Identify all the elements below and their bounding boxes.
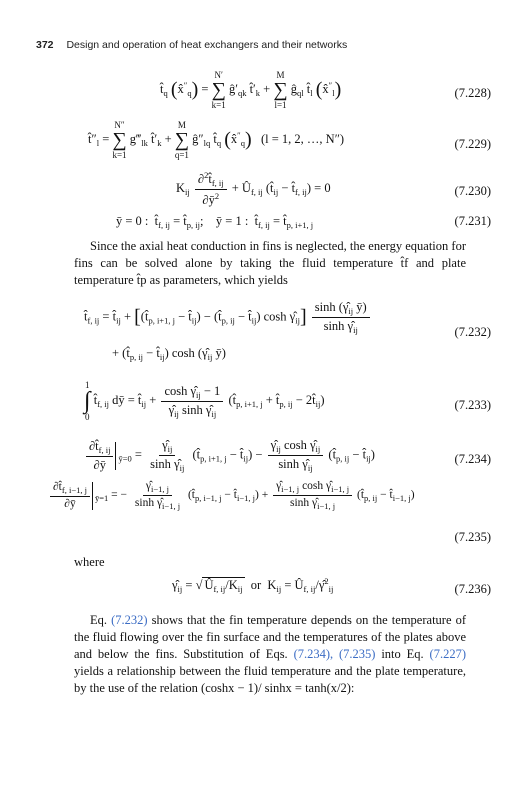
- equation-number: (7.234): [454, 452, 491, 466]
- paragraph: Since the axial heat conduction in fins is neglected, the energy equation for fins can be solved alone by taking the fluid temperature t̂f and plate temperature t̂p as parameters, which yields: [74, 239, 466, 287]
- where-label: where: [74, 555, 105, 569]
- equation-number: (7.235): [454, 530, 491, 544]
- equation-ref-link[interactable]: (7.232): [111, 613, 148, 627]
- equation-number: (7.232): [454, 325, 491, 339]
- equation-7-232-line2: + ($t̂_{p, ij}$ − $t̂_{ij}$) $\cosh (\gammâ_{ij}$ ȳ): [112, 346, 226, 362]
- equation-number: (7.228): [454, 86, 491, 100]
- equation-7-232: $t̂_{f, ij}$ = $t̂_{ij}$ + [($t̂_{p, i+1, j}$ − $t̂_{ij}$) − ($t̂_{p, ij}$ − $t̂_{ij}$) $\cosh \gammâ_{ij}$] $\frac{\sinh (\gammâ_{ij} ȳ)}{\sinh \gammâ_{ij}}$: [84, 300, 372, 335]
- equation-ref-link[interactable]: (7.234), (7.235): [293, 647, 376, 661]
- equation-number: (7.230): [454, 184, 491, 198]
- page-header: [36, 39, 491, 51]
- running-title: Design and operation of heat exchangers and their networks: [66, 39, 348, 51]
- equation-7-229: $t̂''_l$ = N″ ∑ k=1 $g‴_{lk}$ $t̂'_k$ + M ∑ q=1 $ĝ''_{lq}$ $t̂_q$ $(x̂''_q) (l = 1$, 2, …, N″): [88, 120, 345, 160]
- paragraph: Eq. (7.232) shows that the fin temperature depends on the temperature of the fluid flowing over the fin surface and the temperatures of the plates above and below the fins. Substitution of Eqs. (7.234), (7.235) into Eq. (7.227) yields a relationship between the fluid temperature and the plate temperature, by the use of the relation (coshx − 1)/ sinhx = tanh(x/2):: [74, 613, 466, 695]
- equation-number: (7.231): [454, 214, 491, 228]
- page-number: 372: [36, 39, 54, 51]
- equation-number: (7.233): [454, 398, 491, 412]
- equation-number: (7.229): [454, 137, 491, 151]
- equation-7-228: $t̂_q$ $(x̂''_q)$ = N′ ∑ k=1 $ĝ'_{qk}$ $t̂'_k$ + M ∑ l=1 $ĝ_{ql}$ $t̂_l$ $(x̂''_l)$: [160, 70, 342, 110]
- equation-7-235: $\frac{\partial t̂_{f, i-1, j}}{\partial ȳ}$ $_{ȳ=1}$ = − $\frac{\gammâ_{i-1, j}}{\sinh \gammâ_{i-1, j}}$ ($t̂_{p, i-1, j}$ − $t̂_{i-1, j}$) + $\frac{\gammâ_{i-1, j} \cosh \gammâ_{i-1, j}}{\sinh \gammâ_{i-1, j}}$ ($t̂_{p, ij}$ − $t̂_{i-1, j}$): [48, 480, 415, 511]
- equation-7-233: 1 ∫ 0 $t̂_{f, ij}$ dȳ = $t̂_{ij}$ + $\frac{\cosh \gammâ_{ij} - 1}{\gammâ_{ij} \sinh \gammâ_{ij}}$ ($t̂_{p, i+1, j}$ + $t̂_{p, ij}$ − $2t̂_{ij}$): [84, 380, 325, 422]
- equation-7-230: $K_{ij}$ $\frac{\partial^2t̂_{f, ij}}{\partial ȳ^2}$ + $Û_{f, ij}$ ($t̂_{ij}$ − $t̂_{f, ij}) = 0$: [176, 170, 331, 207]
- equation-7-231: ȳ = 0 : $t̂_{f, ij}$ = $t̂_{p, ij}$; ȳ = 1 : $t̂_{f, ij}$ = $t̂_{p, i+1, j}$: [116, 214, 314, 230]
- equation-number: (7.236): [454, 582, 491, 596]
- equation-7-234: $\frac{\partial t̂_{f, ij}}{\partial ȳ}$ $_{ȳ=0}$ = $\frac{\gammâ_{ij}}{\sinh \gammâ_{ij}}$ ($t̂_{p, i+1, j}$ − $t̂_{ij}$) − $\frac{\gammâ_{ij} \cosh \gammâ_{ij}}{\sinh \gammâ_{ij}}$ ($t̂_{p, ij}$ − $t̂_{ij}$): [84, 438, 375, 473]
- equation-7-236: $\gammâ_{ij}$ = √ $Û_{f, ij}/K_{ij}$ or $K_{ij}$ = $Û_{f, ij}/\gammâ^2_{ij}$: [172, 576, 334, 594]
- equation-ref-link[interactable]: (7.227): [429, 647, 466, 661]
